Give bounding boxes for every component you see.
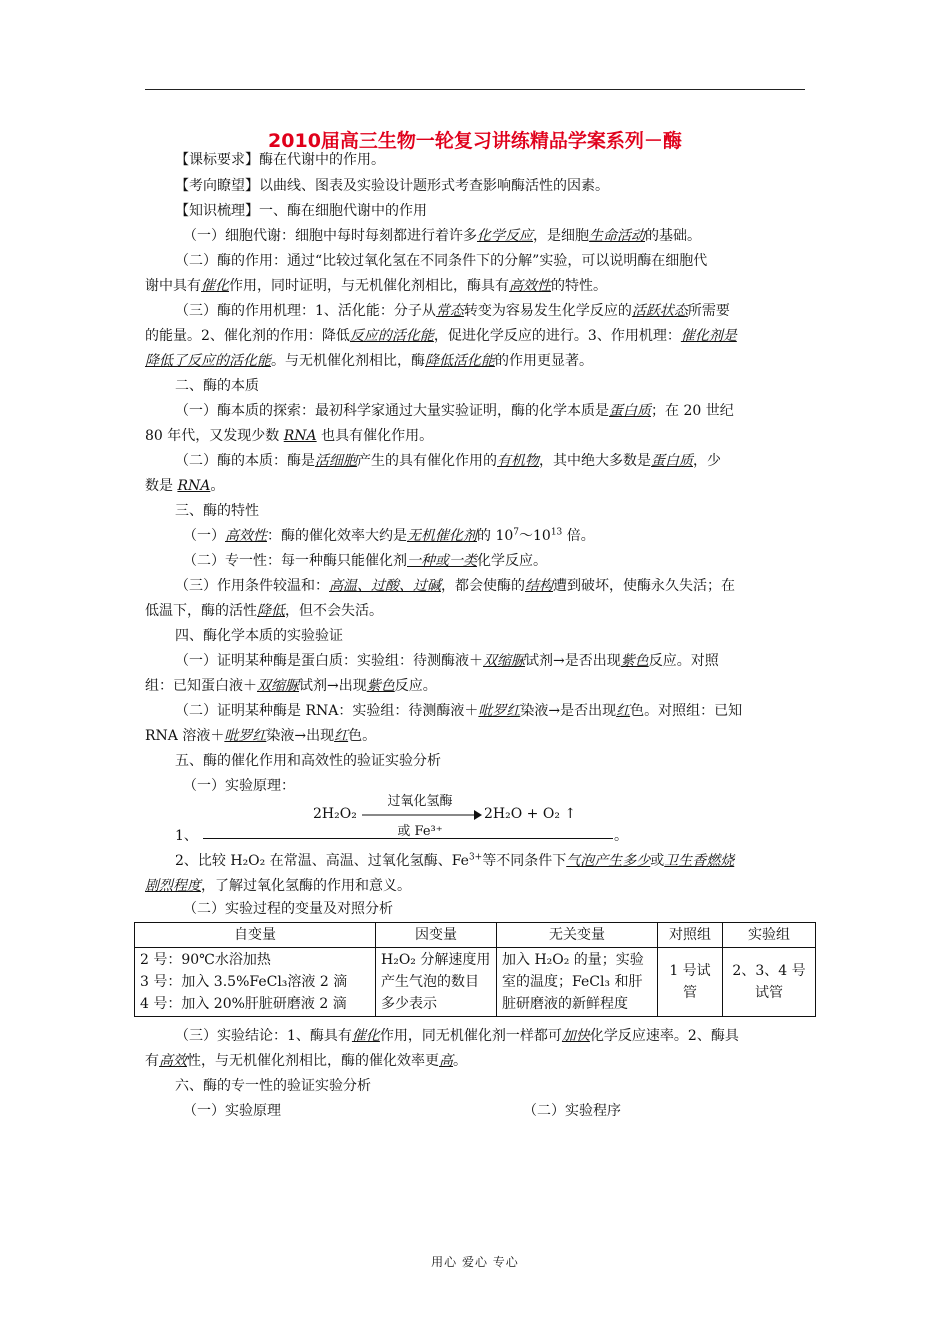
s5-p2b: 剧烈程度，了解过氧化氢酶的作用和意义。 bbox=[145, 878, 411, 894]
s6-procedure: （二）实验程序 bbox=[523, 1103, 621, 1119]
equation-left: 2H₂O₂ bbox=[313, 806, 357, 822]
experimental-group-cell: 2、3、4 号试管 bbox=[723, 948, 816, 1017]
s3-p1: （一）高效性：酶的催化效率大约是无机催化剂的 $10^7\sim 10^{13}$ 倍。 bbox=[183, 527, 595, 544]
s4-p2: （二）证明某种酶是 RNA：实验组：待测酶液＋吡罗红染液→是否出现红色。对照组：已知 bbox=[175, 703, 743, 719]
s4-p1b: 组：已知蛋白液＋双缩脲试剂→出现紫色反应。 bbox=[145, 678, 437, 694]
s5-p4: （三）实验结论：1、酶具有催化作用，同无机催化剂一样都可加快化学反应速率。2、酶具 bbox=[175, 1028, 739, 1044]
s5-heading: 五、酶的催化作用和高效性的验证实验分析 bbox=[175, 753, 441, 769]
req-tag: 【课标要求】 bbox=[175, 152, 259, 168]
s1-p2: （二）酶的作用：通过“比较过氧化氢在不同条件下的分解”实验，可以说明酶在细胞代 bbox=[175, 253, 708, 269]
s4-heading: 四、酶化学本质的实验验证 bbox=[175, 628, 343, 644]
s5-item1-number: 1、 bbox=[175, 828, 198, 844]
s6-principle: （一）实验原理 bbox=[183, 1103, 281, 1119]
table-header: 实验组 bbox=[723, 923, 816, 948]
s3-p3b: 低温下，酶的活性降低，但不会失活。 bbox=[145, 603, 383, 619]
independent-variable-cell: 2 号：90℃水浴加热 3 号：加入 3.5%FeCl₃溶液 2 滴 4 号：加入 20%肝脏研磨液 2 滴 bbox=[135, 948, 376, 1017]
s3-heading: 三、酶的特性 bbox=[175, 503, 259, 519]
s2-p1b: 80 年代，又发现少数 RNA 也具有催化作用。 bbox=[145, 428, 434, 444]
header-rule bbox=[145, 89, 805, 90]
outlook-text: 以曲线、图表及实验设计题形式考查影响酶活性的因素。 bbox=[259, 178, 609, 194]
req-text: 酶在代谢中的作用。 bbox=[259, 152, 385, 168]
know-text: 一、酶在细胞代谢中的作用 bbox=[259, 203, 427, 219]
s2-p2: （二）酶的本质：酶是活细胞产生的具有催化作用的有机物，其中绝大多数是蛋白质，少 bbox=[175, 453, 721, 469]
irrelevant-variable-cell: 加入 H₂O₂ 的量；实验室的温度；FeCl₃ 和肝脏研磨液的新鲜程度 bbox=[497, 948, 658, 1017]
s4-p1: （一）证明某种酶是蛋白质：实验组：待测酶液＋双缩脲试剂→是否出现紫色反应。对照 bbox=[175, 653, 719, 669]
s3-p3: （三）作用条件较温和：高温、过酸、过碱，都会使酶的结构遭到破坏，使酶永久失活；在 bbox=[175, 578, 735, 594]
know-line bbox=[175, 201, 427, 221]
s2-p2b: 数是 RNA。 bbox=[145, 478, 225, 494]
equation-above-arrow: 过氧化氢酶 bbox=[387, 794, 453, 809]
variables-table bbox=[134, 922, 816, 1017]
table-header: 对照组 bbox=[658, 923, 723, 948]
s3-p2: （二）专一性：每一种酶只能催化剂一种或一类化学反应。 bbox=[183, 553, 547, 569]
table-header: 无关变量 bbox=[497, 923, 658, 948]
table-header: 自变量 bbox=[135, 923, 376, 948]
s2-heading: 二、酶的本质 bbox=[175, 378, 259, 394]
s2-p1: （一）酶本质的探索：最初科学家通过大量实验证明，酶的化学本质是蛋白质；在 20 世纪 bbox=[175, 403, 734, 419]
know-tag: 【知识梳理】 bbox=[175, 203, 259, 219]
outlook-line bbox=[175, 176, 609, 196]
req-line bbox=[175, 150, 385, 170]
table-header: 因变量 bbox=[376, 923, 497, 948]
s5-p4b: 有高效性，与无机催化剂相比，酶的催化效率更高。 bbox=[145, 1053, 467, 1069]
page-footer: 用心 爱心 专心 bbox=[431, 1255, 519, 1269]
page-title: 2010届高三生物一轮复习讲练精品学案系列－酶 bbox=[268, 130, 682, 152]
s1-p3c: 降低了反应的活化能。与无机催化剂相比，酶降低活化能的作用更显著。 bbox=[145, 353, 593, 369]
s5-item1-end: 。 bbox=[614, 828, 628, 844]
outlook-tag: 【考向瞭望】 bbox=[175, 178, 259, 194]
s1-p2b: 谢中具有催化作用，同时证明，与无机催化剂相比，酶具有高效性的特性。 bbox=[145, 278, 607, 294]
s1-p3: （三）酶的作用机理：1、活化能：分子从常态转变为容易发生化学反应的活跃状态所需要 bbox=[175, 303, 730, 319]
s6-heading: 六、酶的专一性的验证实验分析 bbox=[175, 1078, 371, 1094]
table-row bbox=[135, 948, 816, 1017]
equation-below-arrow: 或 Fe³⁺ bbox=[397, 824, 443, 839]
table-header-row bbox=[135, 923, 816, 948]
fill-blank-line bbox=[203, 838, 613, 839]
s5-p2: 2、比较 H₂O₂ 在常温、高温、过氧化氢酶、$Fe^{3+}$等不同条件下气泡产生多少或卫生香燃烧 bbox=[175, 852, 735, 869]
control-group-cell: 1 号试管 bbox=[658, 948, 723, 1017]
equation-right: 2H₂O + O₂ ↑ bbox=[484, 806, 577, 822]
s5-p3: （二）实验过程的变量及对照分析 bbox=[183, 901, 393, 917]
s1-p1: （一）细胞代谢：细胞中每时每刻都进行着许多化学反应，是细胞生命活动的基础。 bbox=[183, 228, 701, 244]
dependent-variable-cell: H₂O₂ 分解速度用产生气泡的数目多少表示 bbox=[376, 948, 497, 1017]
s4-p2b: RNA 溶液＋吡罗红染液→出现红色。 bbox=[145, 728, 377, 744]
s5-principle: （一）实验原理： bbox=[183, 778, 295, 794]
s1-p3b: 的能量。2、催化剂的作用：降低反应的活化能，促进化学反应的进行。3、作用机理：催化剂是 bbox=[145, 328, 737, 344]
